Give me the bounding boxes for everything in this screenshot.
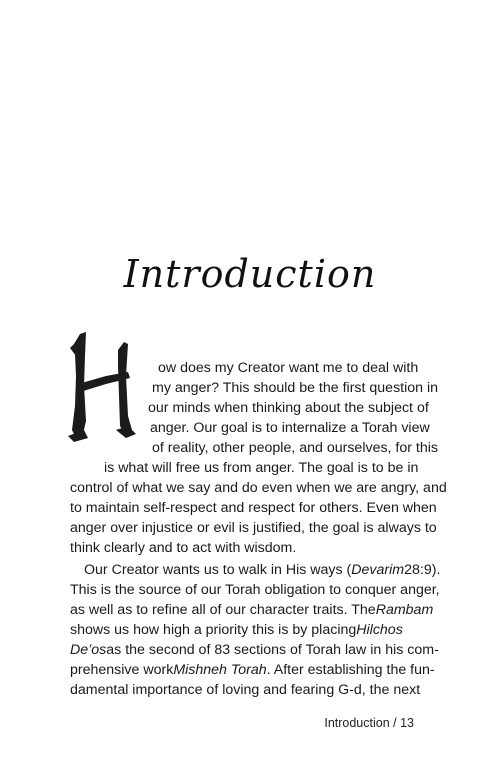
body-text-line: damental importance of loving and fearing G-d, the next <box>70 682 421 698</box>
body-text-line: think clearly and to act with wisdom. <box>70 540 297 556</box>
body-text-line: ow does my Creator want me to deal with <box>158 360 419 376</box>
body-text-line: of reality, other people, and ourselves, for this <box>152 440 439 456</box>
body-text-line: to maintain self-respect and respect for others. Even when <box>70 500 437 516</box>
body-text-line: is what will free us from anger. The goal is to be in <box>104 460 419 476</box>
body-text-line: Our Creator wants us to walk in His ways (Devarim28:9). <box>84 562 441 578</box>
body-text-line: shows us how high a priority this is by placingHilchos <box>70 622 403 638</box>
body-text-line: This is the source of our Torah obligation to conquer anger, <box>70 582 440 598</box>
body-text-line: De’osas the second of 83 sections of Torah law in his com- <box>70 642 439 658</box>
body-text-line: prehensive workMishneh Torah. After establishing the fun- <box>70 662 435 678</box>
body-text-line: anger. Our goal is to internalize a Torah view <box>150 420 430 436</box>
page-footer: Introduction / 13 <box>324 716 414 730</box>
body-text-line: control of what we say and do even when we are angry, and <box>70 480 447 496</box>
body-text-line: anger over injustice or evil is justified, the goal is always to <box>70 520 437 536</box>
chapter-title: Introduction <box>123 252 377 296</box>
body-text-line: my anger? This should be the first question in <box>152 380 439 396</box>
dropcap-letter <box>66 326 146 446</box>
body-text-line: our minds when thinking about the subject of <box>148 400 429 416</box>
body-text-line: as well as to refine all of our character traits. TheRambam <box>70 602 434 618</box>
